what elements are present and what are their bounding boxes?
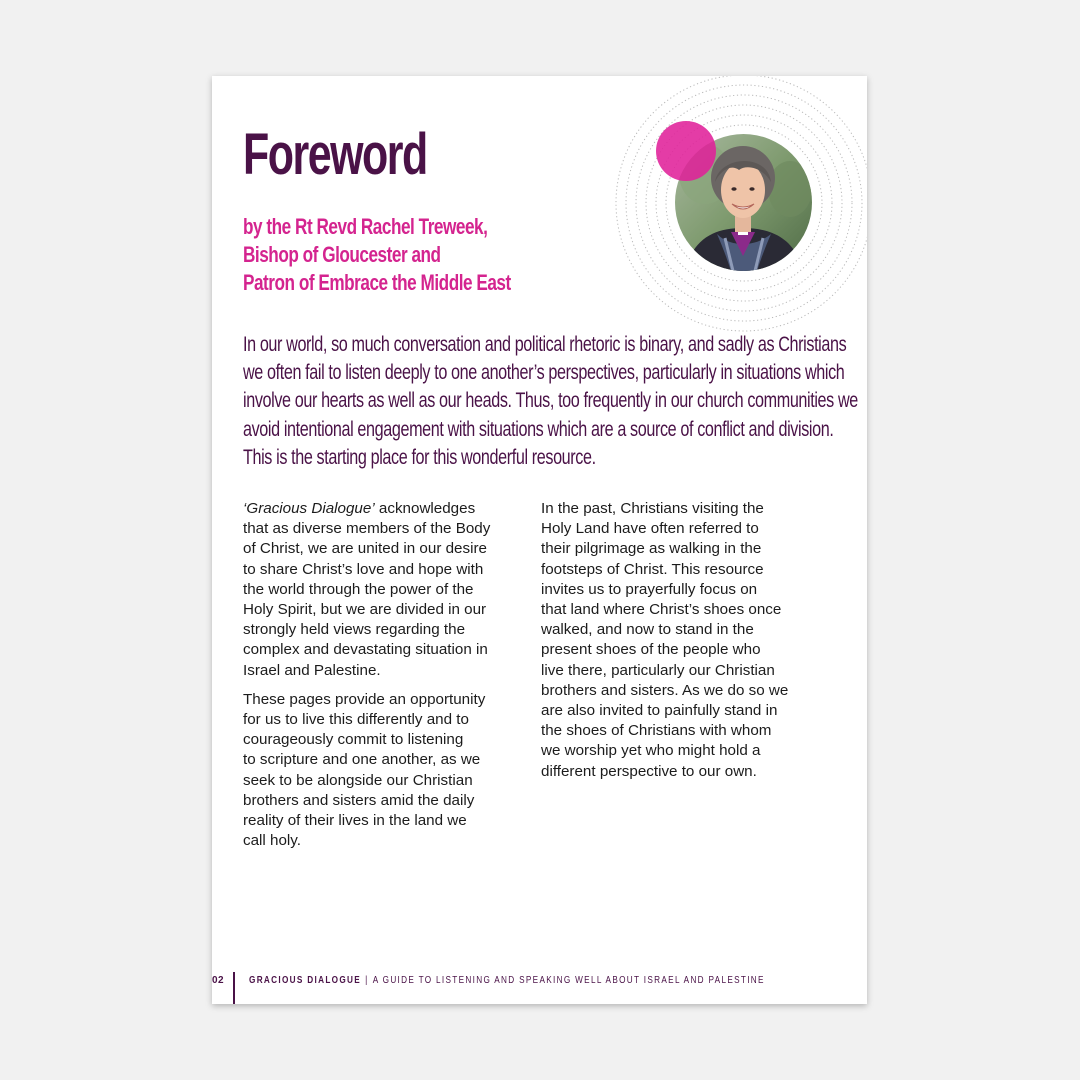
body-line: that as diverse members of the Body — [243, 520, 491, 538]
body-line: brothers and sisters. As we do so we — [541, 681, 789, 699]
footer-divider — [233, 972, 235, 1004]
body-line: courageously commit to listening — [243, 731, 464, 749]
byline-line: Bishop of Gloucester and — [243, 242, 441, 267]
body-line: Holy Spirit, but we are divided in our — [243, 601, 487, 619]
body-line: present shoes of the people who — [541, 641, 761, 659]
body-line: complex and devastating situation in — [243, 641, 488, 659]
intro-line: avoid intentional engagement with situations which are a source of conflict and division. — [243, 417, 834, 441]
footer-brand: GRACIOUS DIALOGUE — [249, 975, 362, 986]
intro-line: In our world, so much conversation and political rhetoric is binary, and sadly as Christians — [243, 333, 847, 356]
body-line: reality of their lives in the land we — [243, 812, 467, 830]
author-byline — [243, 213, 571, 297]
body-text: acknowledges — [374, 500, 476, 517]
body-line: brothers and sisters amid the daily — [243, 791, 475, 809]
body-line: Holy Land have often referred to — [541, 520, 759, 538]
body-line: seek to be alongside our Christian — [243, 771, 473, 789]
body-line: walked, and now to stand in the — [541, 621, 754, 639]
body-line: In the past, Christians visiting the — [541, 500, 764, 517]
page-number: 02 — [212, 975, 225, 986]
footer-separator: | — [365, 975, 369, 986]
document-page — [212, 76, 867, 1004]
body-line: their pilgrimage as walking in the — [541, 540, 762, 558]
intro-line: involve our hearts as well as our heads. Thus, too frequently in our church communities we — [243, 389, 858, 413]
body-line: the shoes of Christians with whom — [541, 722, 772, 740]
footer-subtitle: A GUIDE TO LISTENING AND SPEAKING WELL ABOUT ISRAEL AND PALESTINE — [372, 975, 765, 986]
right-column — [541, 499, 821, 782]
body-line: to share Christ’s love and hope with — [243, 560, 484, 578]
intro-line: we often fail to listen deeply to one another’s perspectives, particularly in situations which — [243, 361, 845, 385]
body-line: call holy. — [243, 832, 301, 850]
body-line: footsteps of Christ. This resource — [541, 560, 764, 578]
byline-line: by the Rt Revd Rachel Treweek, — [243, 214, 488, 239]
body-line: Israel and Palestine. — [243, 661, 381, 679]
body-line: strongly held views regarding the — [243, 621, 466, 639]
page-title: Foreword — [243, 122, 427, 187]
footer-running-title — [249, 975, 765, 986]
body-line: the world through the power of the — [243, 580, 474, 598]
body-line: are also invited to painfully stand in — [541, 702, 778, 720]
left-column — [243, 499, 523, 851]
intro-paragraph — [243, 331, 858, 472]
paragraph-gap — [243, 681, 523, 690]
body-line: of Christ, we are united in our desire — [243, 540, 487, 558]
body-line: invites us to prayerfully focus on — [541, 580, 758, 598]
body-line: live there, particularly our Christian — [541, 661, 775, 679]
page-footer — [212, 972, 867, 1004]
byline-line: Patron of Embrace the Middle East — [243, 270, 511, 295]
body-line: These pages provide an opportunity — [243, 690, 486, 708]
body-line: that land where Christ’s shoes once — [541, 601, 782, 619]
body-line — [243, 499, 523, 519]
body-line: we worship yet who might hold a — [541, 742, 761, 760]
pink-circle-accent — [656, 121, 716, 181]
publication-title-italic: ‘Gracious Dialogue’ — [243, 500, 375, 517]
body-line: for us to live this differently and to — [243, 711, 469, 729]
body-line: to scripture and one another, as we — [243, 751, 481, 769]
intro-line: This is the starting place for this wonderful resource. — [243, 445, 596, 469]
body-line: different perspective to our own. — [541, 762, 757, 780]
